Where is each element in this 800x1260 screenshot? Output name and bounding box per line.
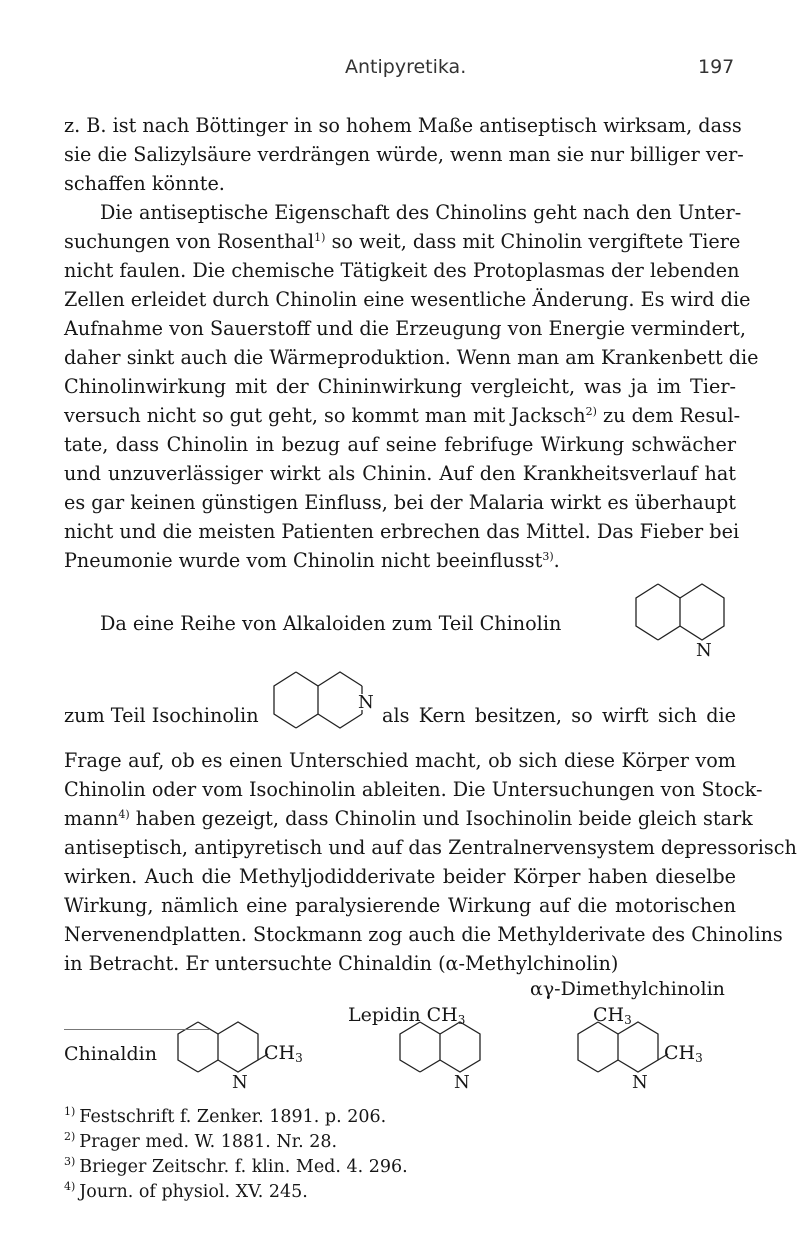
footnote-number: 4) — [64, 1180, 76, 1193]
footnote-ref: 3) — [542, 550, 554, 563]
page-number: 197 — [698, 56, 735, 78]
text-line: es gar keinen günstigen Einfluss, bei der Malaria wirkt es überhaupt — [64, 491, 736, 514]
text-line: nicht und die meisten Patienten erbrechen das Mittel. Das Fieber bei — [64, 520, 740, 543]
text-span: so weit, dass mit Chinolin vergiftete Tiere — [331, 230, 741, 253]
page-header — [0, 56, 800, 86]
lepidine-label: Lepidin $CH_3$ — [348, 1004, 466, 1027]
text-line: Zellen erleidet durch Chinolin eine wesentliche Änderung. Es wird die — [64, 288, 751, 311]
footnote-text: Festschrift f. Zenker. 1891. p. 206. — [79, 1107, 387, 1127]
text-line: Chinolin oder vom Isochinolin ableiten. Die Untersuchungen von Stock- — [64, 778, 763, 801]
text-line: zum Teil Isochinolin — [64, 704, 259, 727]
text-line: Wirkung, nämlich eine paralysierende Wirkung auf die motorischen — [64, 894, 736, 917]
text-line: Aufnahme von Sauerstoff und die Erzeugung von Energie vermindert, — [64, 317, 746, 340]
text-line: sie die Salizylsäure verdrängen würde, wenn man sie nur billiger ver- — [64, 143, 744, 166]
footnote-number: 2) — [64, 1130, 76, 1143]
text-line — [64, 228, 741, 256]
text-line: als Kern besitzen, so wirft sich die — [382, 704, 736, 727]
nitrogen-label: N — [232, 1072, 248, 1093]
lepidine-structure — [398, 1020, 488, 1094]
running-title: Antipyretika. — [345, 56, 467, 78]
methyl-label: $CH_3$ — [593, 1004, 632, 1027]
text-line: Die antiseptische Eigenschaft des Chinolins geht nach den Unter- — [100, 201, 742, 224]
text-span: zu dem Resul- — [603, 404, 741, 427]
methyl-label: $CH_3$ — [264, 1042, 303, 1065]
footnote-number: 3) — [64, 1155, 76, 1168]
footnote-number: 1) — [64, 1105, 76, 1118]
footnote — [64, 1175, 308, 1204]
footnote-ref: 2) — [585, 405, 597, 418]
footnote-text: Prager med. W. 1881. Nr. 28. — [79, 1132, 338, 1152]
dimethylquinoline-structure — [576, 1020, 703, 1094]
text-span: suchungen von Rosenthal — [64, 230, 315, 253]
nitrogen-label: N — [358, 692, 374, 713]
text-line: nicht faulen. Die chemische Tätigkeit des Protoplasmas der lebenden — [64, 259, 740, 282]
dimethylquinoline-label: αγ-Dimethylchinolin — [530, 978, 725, 1000]
nitrogen-label: N — [696, 640, 712, 661]
footnote-ref: 1) — [314, 231, 326, 244]
footnote-text: Journ. of physiol. XV. 245. — [79, 1182, 308, 1202]
text-line: in Betracht. Er untersuchte Chinaldin (α-Methylchinolin) — [64, 952, 619, 975]
footnote-divider — [64, 1029, 210, 1030]
text-span: versuch nicht so gut geht, so kommt man mit Jacksch — [64, 404, 586, 427]
text-line — [64, 402, 741, 430]
quinoline-structure — [634, 582, 724, 686]
text-line: tate, dass Chinolin in bezug auf seine febrifuge Wirkung schwächer — [64, 433, 736, 456]
text-line: wirken. Auch die Methyljodidderivate beider Körper haben dieselbe — [64, 865, 736, 888]
text-line: Frage auf, ob es einen Unterschied macht, ob sich diese Körper vom — [64, 749, 736, 772]
footnote-ref: 4) — [118, 808, 130, 821]
text-span: Pneumonie wurde vom Chinolin nicht beeinflusst — [64, 549, 543, 572]
text-line: z. B. ist nach Böttinger in so hohem Maße antiseptisch wirksam, dass — [64, 114, 742, 137]
isoquinoline-structure — [272, 670, 374, 736]
nitrogen-label: N — [632, 1072, 648, 1093]
methyl-label: $CH_3$ — [664, 1042, 703, 1065]
text-line: Da eine Reihe von Alkaloiden zum Teil Chinolin — [100, 612, 562, 635]
text-line: Nervenendplatten. Stockmann zog auch die Methylderivate des Chinolins — [64, 923, 783, 946]
footnote-text: Brieger Zeitschr. f. klin. Med. 4. 296. — [79, 1157, 408, 1177]
text-span: haben gezeigt, dass Chinolin und Isochinolin beide gleich stark — [135, 807, 753, 830]
text-line: schaffen könnte. — [64, 172, 225, 195]
chinaldin-structure — [176, 1020, 303, 1094]
text-line: antiseptisch, antipyretisch und auf das Zentralnervensystem depressorisch — [64, 836, 797, 859]
nitrogen-label: N — [454, 1072, 470, 1093]
text-line — [64, 805, 753, 833]
text-line: und unzuverlässiger wirkt als Chinin. Auf den Krankheitsverlauf hat — [64, 462, 736, 485]
text-line: daher sinkt auch die Wärmeproduktion. Wenn man am Krankenbett die — [64, 346, 759, 369]
text-span: mann — [64, 807, 119, 830]
chinaldin-label: Chinaldin — [64, 1043, 157, 1065]
text-line: Pneumonie wurde vom Chinolin nicht beeinflusst$^{3)}$. — [64, 549, 560, 572]
text-line: Chinolinwirkung mit der Chininwirkung vergleicht, was ja im Tier- — [64, 375, 736, 398]
